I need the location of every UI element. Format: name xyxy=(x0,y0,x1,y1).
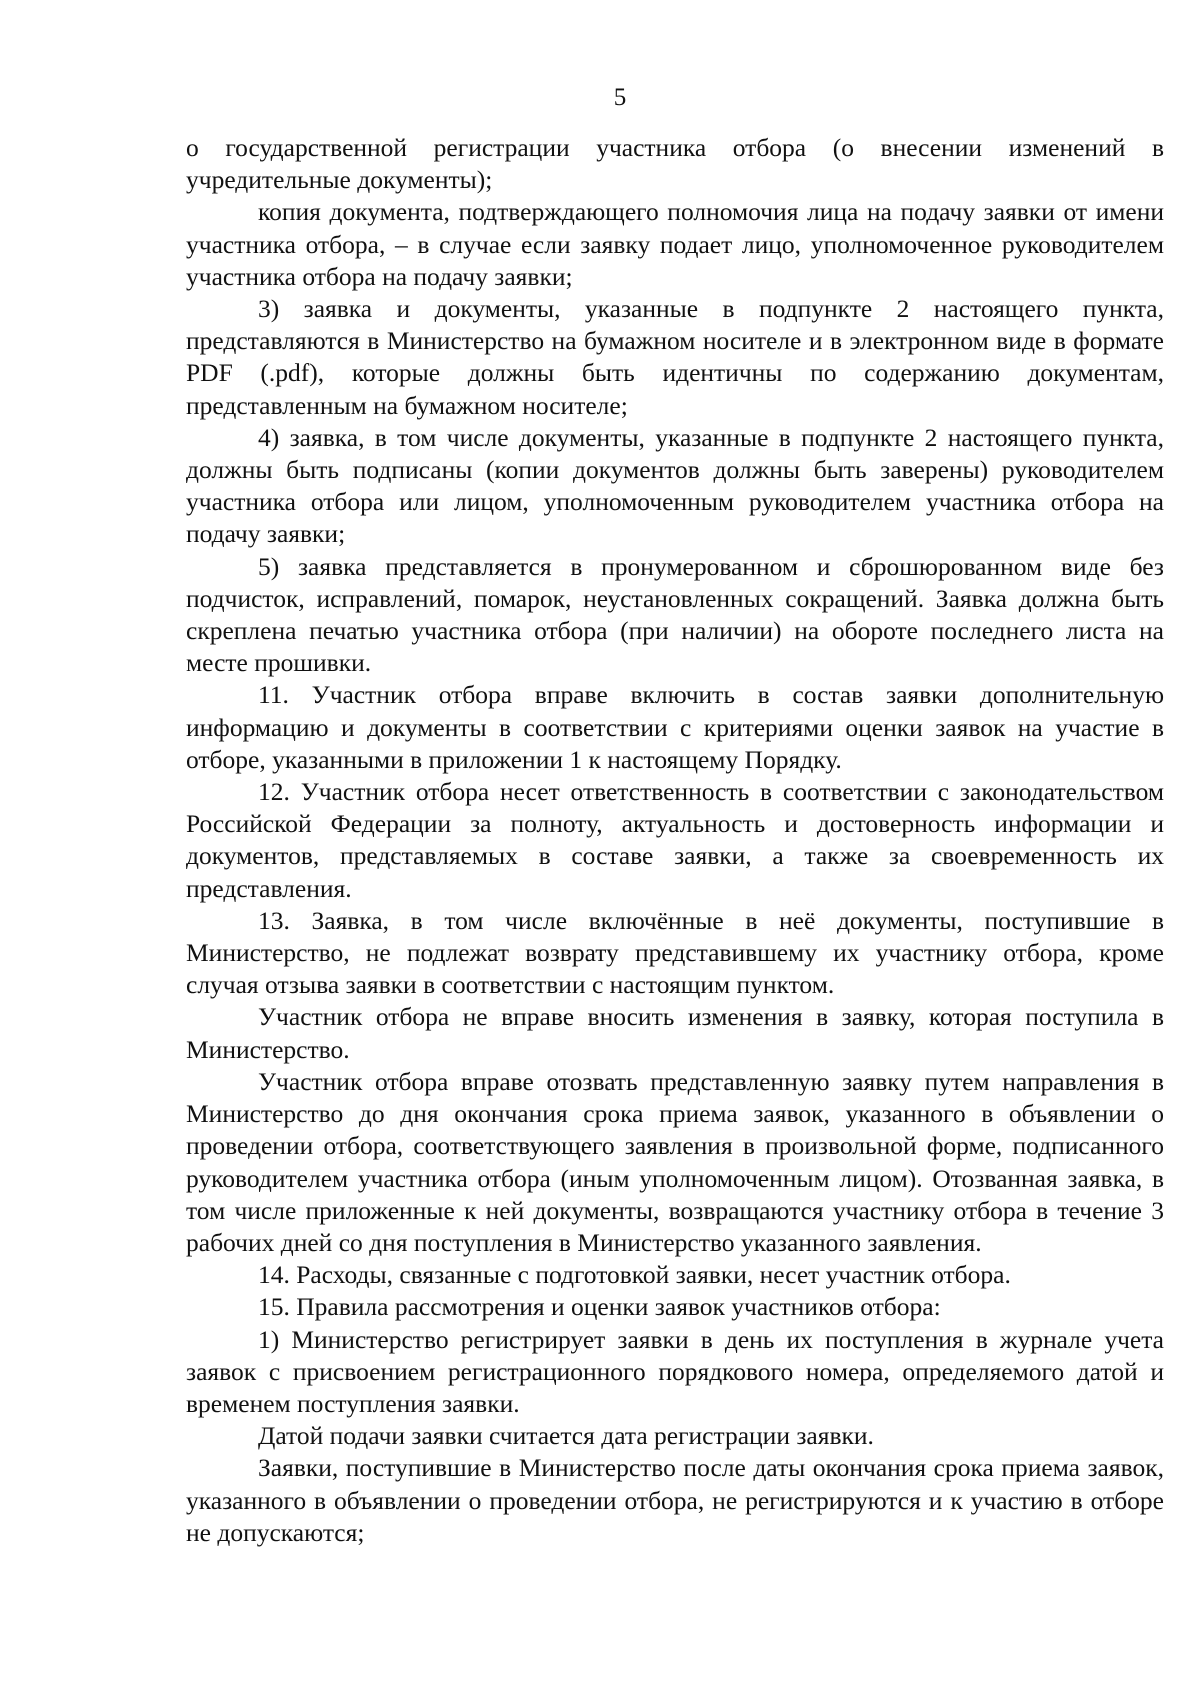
paragraph: Участник отбора не вправе вносить изменения в заявку, которая поступила в Министерство. xyxy=(186,1002,1164,1064)
paragraph: 3) заявка и документы, указанные в подпункте 2 настоящего пункта, представляются в Министерство на бумажном носителе и в электронном виде в формате PDF (.pdf), которые должны быть идентичны по содержанию документам, представленным на бумажном носителе; xyxy=(186,294,1164,420)
paragraph: 5) заявка представляется в пронумерованном и сброшюрованном виде без подчисток, исправлений, помарок, неустановленных сокращений. Заявка должна быть скреплена печатью участника отбора (при наличии) на обороте последнего листа на месте прошивки. xyxy=(186,551,1164,678)
paragraph: 15. Правила рассмотрения и оценки заявок участников отбора: xyxy=(258,1292,941,1322)
paragraph: 4) заявка, в том числе документы, указанные в подпункте 2 настоящего пункта, должны быть подписаны (копии документов должны быть заверены) руководителем участника отбора или лицом, уполномоченным руководителем участника отбора на подачу заявки; xyxy=(186,422,1164,549)
page-number: 5 xyxy=(613,84,627,111)
paragraph: копия документа, подтверждающего полномочия лица на подачу заявки от имени участника отбора, – в случае если заявку подает лицо, уполномоченное руководителем участника отбора на подачу заявки; xyxy=(186,197,1164,291)
paragraph: 11. Участник отбора вправе включить в состав заявки дополнительную информацию и документы в соответствии с критериями оценки заявок на участие в отборе, указанными в приложении 1 к настоящему Порядку. xyxy=(186,680,1164,774)
paragraph: 13. Заявка, в том числе включённые в неё документы, поступившие в Министерство, не подлежат возврату представившему их участнику отбора, кроме случая отзыва заявки в соответствии с настоящим пунктом. xyxy=(186,905,1164,1000)
paragraph: Заявки, поступившие в Министерство после даты окончания срока приема заявок, указанного в объявлении о проведении отбора, не регистрируются и к участию в отборе не допускаются; xyxy=(186,1453,1164,1547)
paragraph: 12. Участник отбора несет ответственность в соответствии с законодательством Российской Федерации за полноту, актуальность и достоверность информации и документов, представляемых в составе заявки, а также за своевременность их представления. xyxy=(186,777,1164,903)
paragraph: Датой подачи заявки считается дата регистрации заявки. xyxy=(258,1421,874,1451)
document-body xyxy=(186,132,1164,1549)
paragraph: 14. Расходы, связанные с подготовкой заявки, несет участник отбора. xyxy=(258,1260,1011,1290)
paragraph: Участник отбора вправе отозвать представленную заявку путем направления в Министерство до дня окончания срока приема заявок, указанного в объявлении о проведении отбора, соответствующего заявления в произвольной форме, подписанного руководителем участника отбора (иным уполномоченным лицом). Отозванная заявка, в том числе приложенные к ней документы, возвращаются участнику отбора в течение 3 рабочих дней со дня поступления в Министерство указанного заявления. xyxy=(186,1066,1164,1257)
paragraph: 1) Министерство регистрирует заявки в день их поступления в журнале учета заявок с присвоением регистрационного порядкового номера, определяемого датой и временем поступления заявки. xyxy=(186,1324,1164,1418)
paragraph: о государственной регистрации участника отбора (о внесении изменений в учредительные документы); xyxy=(186,133,1164,195)
